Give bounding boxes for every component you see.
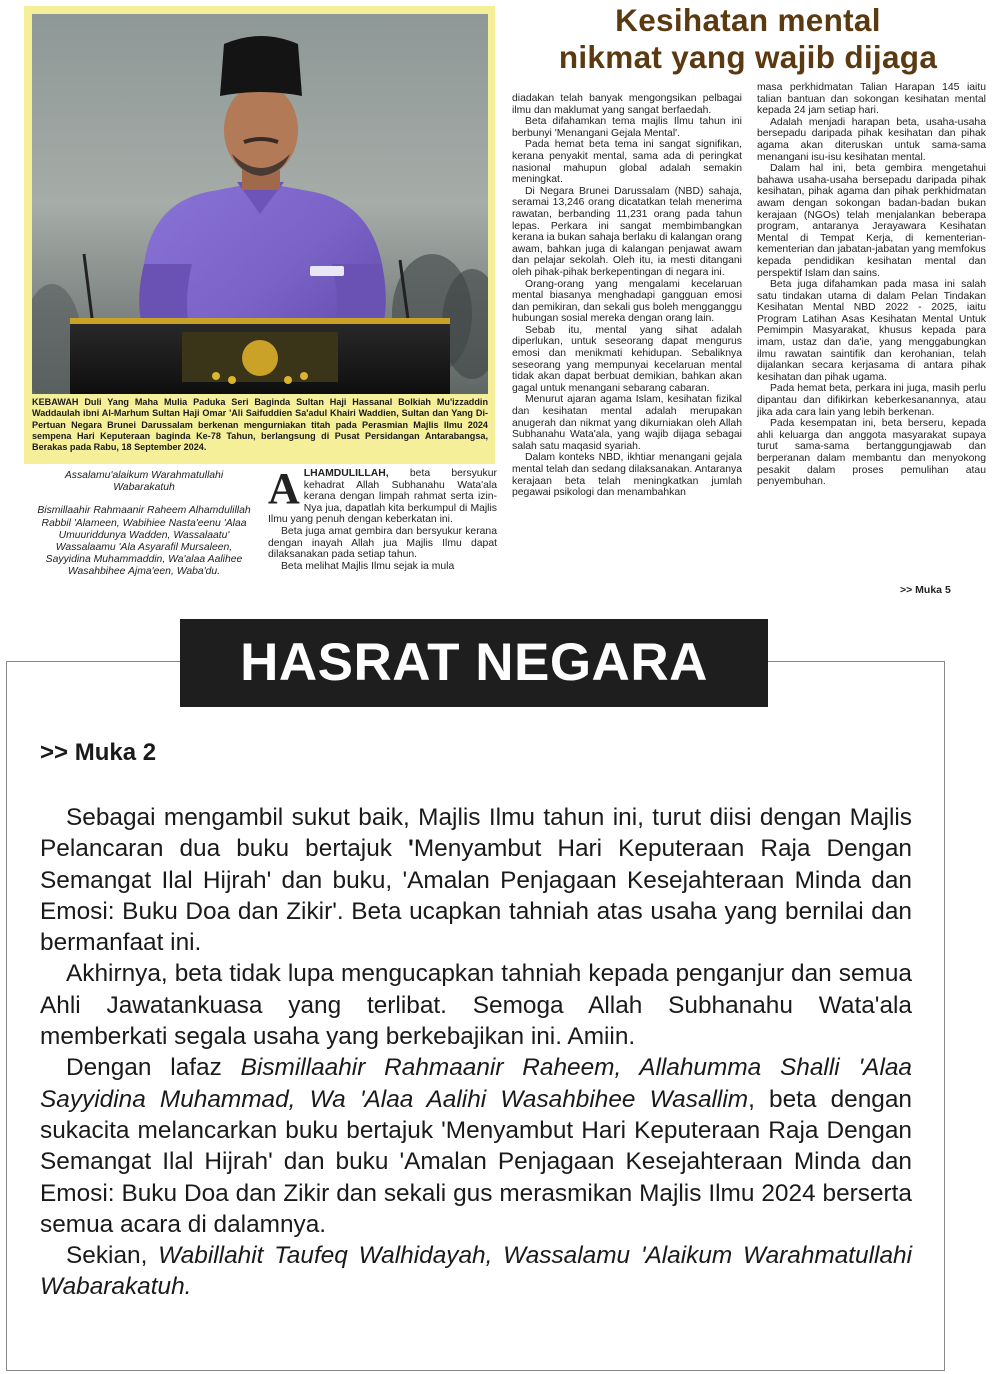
lead-word: LHAMDULILLAH, [303,468,389,479]
paragraph-text: Sebagai mengambil sukut baik, Majlis Ilmu tahun ini, turut diisi dengan Majlis Pelancaran dua buku bertajuk [40,804,912,863]
headline [500,2,996,76]
article-paragraph: Pada hemat beta tema ini sangat signifikan, kerana penyakit mental, sama ada di peringkat nasional mahupun global adalah semakin meningkat. [512,139,742,186]
paragraph-italic: Wabillahit Taufeq Walhidayah, Wassalamu 'Alaikum Warahmatullahi Wabarakatuh. [40,1242,912,1301]
salam-paragraph: Assalamu'alaikum Warahmatullahi Wabarakatuh [64,470,224,494]
article-paragraph: diadakan telah banyak mengongsikan pelbagai ilmu dan maklumat yang sangat berfaedah. [512,93,742,116]
drop-cap: A [268,464,300,513]
paragraph-text: Menyambut Hari Keputeraan Raja Dengan Semangat Ilal Hijrah' dan buku, 'Amalan Penjagaan Kesejahteraan Minda dan Emosi: Buku Doa dan Zikir'. Beta ucapkan tahniah atas usaha yang bernilai dan bermanfaat ini. [40,835,912,957]
article-paragraph: Pada hemat beta, perkara ini juga, masih perlu dipantau dan difikirkan keberkesanannya, atau jika ada cara lain yang lebih berkenan. [757,383,986,418]
headline-line-1: Kesihatan mental [615,2,881,38]
paragraph-text: Dengan lafaz [66,1054,241,1082]
body-paragraph [40,802,912,958]
article-paragraph: Beta juga amat gembira dan bersyukur kerana dengan inayah Allah jua Majlis Ilmu dapat dilaksanakan pada setiap tahun. [268,525,497,561]
article-column-4 [757,82,986,488]
article-paragraph: Dalam konteks NBD, ikhtiar menangani gejala mental telah dan sedang dilaksanakan. Antaranya kerajaan beta telah meningkatkan jumlah pegawai psikologi dan menambahkan [512,452,742,499]
article-paragraph: Dalam hal ini, beta gembira mengetahui bahawa usaha-usaha bersepadu daripada pihak kesihatan, pihak agama dan pihak perkhidmatan awam dengan sokongan badan-badan bukan kerajaan (NGOs) telah menjalankan beberapa program, antaranya Jerayawara Kesihatan Mental di Tempat Kerja, di kementerian-kementerian dan jabatan-jabatan yang memfokus kepada pendidikan kesihatan mental dan perspektif Islam dan sains. [757,163,986,279]
article-column-2 [268,464,497,572]
article-paragraph: Di Negara Brunei Darussalam (NBD) sahaja, seramai 13,246 orang dicatatkan telah menerima rawatan, berbanding 11,231 orang pada tahun lepas. Perkara ini sangat membimbangkan kerana ia bukan sahaja berlaku di kalangan orang awam, bahkan juga di kalangan penjawat awam dan pelajar sekolah. Oleh itu, ia mesti ditangani oleh pihak-pihak berkepentingan di negara ini. [512,185,742,278]
salam-paragraph: Bismillaahir Rahmaanir Raheem Alhamdulillah Rabbil 'Alameen, Wabihiee Nasta'eenu 'Alaa Umuuriddunya Wadden, Wassalaatu' Wassalaamu 'Ala Asyarafil Mursaleen, Sayyidina Muhammaddin, Wa'alaa Aalihee Wasahbihee Ajma'een, Waba'du. [37,505,251,578]
article-paragraph: Beta difahamkan tema majlis Ilmu tahun ini berbunyi 'Menangani Gejala Mental'. [512,116,742,139]
article-paragraph: masa perkhidmatan Talian Harapan 145 iaitu talian bantuan dan sokongan kesihatan mental kepada 24 jam setiap hari. [757,82,986,117]
continued-page-5-link[interactable]: >> Muka 5 [900,584,951,596]
article-paragraph: Menurut ajaran agama Islam, kesihatan fizikal dan kesihatan mental adalah merupakan anugerah dan nikmat yang dikurniakan oleh Allah Subhanahu Wata'ala, yang wajib dijaga sebagai salah satu maqasid syariah. [512,394,742,452]
headline-line-2: nikmat yang wajib dijaga [558,39,938,75]
paragraph-italic: Bismillaahir Rahmaanir Raheem, Allahumma Shalli 'Alaa Sayyidina Muhammad, Wa 'Alaa Aalihi Wasahbihee Wasallim [40,1054,912,1113]
paragraph-text: Sekian, [66,1242,159,1270]
article-paragraph: Beta melihat Majlis Ilmu sejak ia mula [281,560,455,572]
photo-caption: KEBAWAH Duli Yang Maha Mulia Paduka Seri Baginda Sultan Haji Hassanal Bolkiah Mu'izzaddin Waddaulah ibni Al-Marhum Sultan Haji Omar 'Ali Saifuddien Sa'adul Khairi Waddien, Sultan dan Yang Di-Pertuan Negara Brunei Darussalam berkenan mengurniakan titah pada Perasmian Majlis Ilmu 2024 sempena Hari Keputeraan baginda Ke-78 Tahun, berlangsung di Pusat Persidangan Antarabangsa, Berakas pada Rabu, 18 September 2024. [32,397,488,453]
paragraph-quote-mark: ' [408,835,414,863]
body-paragraph: Akhirnya, beta tidak lupa mengucapkan tahniah kepada penganjur dan semua Ahli Jawatankuasa yang terlibat. Semoga Allah Subhanahu Wata'ala memberkati segala usaha yang berkebajikan ini. Amiin. [40,960,912,1051]
article-paragraph: Beta juga difahamkan pada masa ini salah satu tindakan utama di dalam Pelan Tindakan Kesihatan Mental NBD 2022 - 2025, iaitu Program Latihan Asas Kesihatan Mental Untuk Pemimpin Masyarakat, khusus kepada para imam, ustaz dan da'ie, yang menggabungkan ilmu rawatan saintifik dan kerohanian, telah dijalankan secara kerjasama di antara pihak kesihatan dan pihak ugama. [757,279,986,383]
sultan-illustration [32,14,488,394]
salam-opening [36,470,252,590]
paragraph-text: , beta dengan sukacita melancarkan buku bertajuk 'Menyambut Hari Keputeraan Raja Dengan Semangat Ilal Hijrah' dan buku 'Amalan Penjagaan Kesejahteraan Minda dan Emosi: Buku Doa dan Zikir dan sekali gus merasmikan Majlis Ilmu 2024 berserta semua acara di dalamnya. [40,1085,912,1238]
sultan-photo [32,14,488,394]
paragraph-text: beta bersyukur kehadrat Allah Subhanahu Wata'ala kerana dengan limpah rahmat serta izin-Nya jua, dapatlah kita berkumpul di Majlis Ilmu yang penuh dengan keberkatan ini. [268,468,497,526]
article-paragraph: Adalah menjadi harapan beta, usaha-usaha bersepadu daripada pihak kesihatan dan pihak agama akan diteruskan untuk sama-sama menangani isu-isu kesihatan mental. [757,116,986,163]
article-column-3 [512,93,742,499]
body-paragraph [40,1052,912,1240]
continuation-body [40,802,912,1303]
article-paragraph: Pada kesempatan ini, beta berseru, kepada ahli keluarga dan anggota masyarakat supaya turut sama-sama bertanggungjawab dan berperanan dalam membantu dan menyokong pesakit dalam proses pemulihan atau penyembuhan. [757,418,986,488]
article-paragraph: Sebab itu, mental yang sihat adalah diperlukan, untuk seseorang dapat mengurus emosi dan menikmati kehidupan. Sebaliknya seseorang yang mempunyai kecelaruan mental tidak akan dapat berbuat demikian, bahkan akan gagal untuk menangani sebarang cabaran. [512,324,742,394]
body-paragraph [40,1240,912,1303]
continued-from-page-2: >> Muka 2 [40,739,157,766]
article-paragraph: Orang-orang yang mengalami kecelaruan mental biasanya menghadapi gangguan emosi dan pemikiran, dan sekali gus boleh mengganggu hubungan sosial mereka dengan orang lain. [512,278,742,325]
article-paragraph [268,464,497,526]
section-banner: HASRAT NEGARA [180,619,768,707]
